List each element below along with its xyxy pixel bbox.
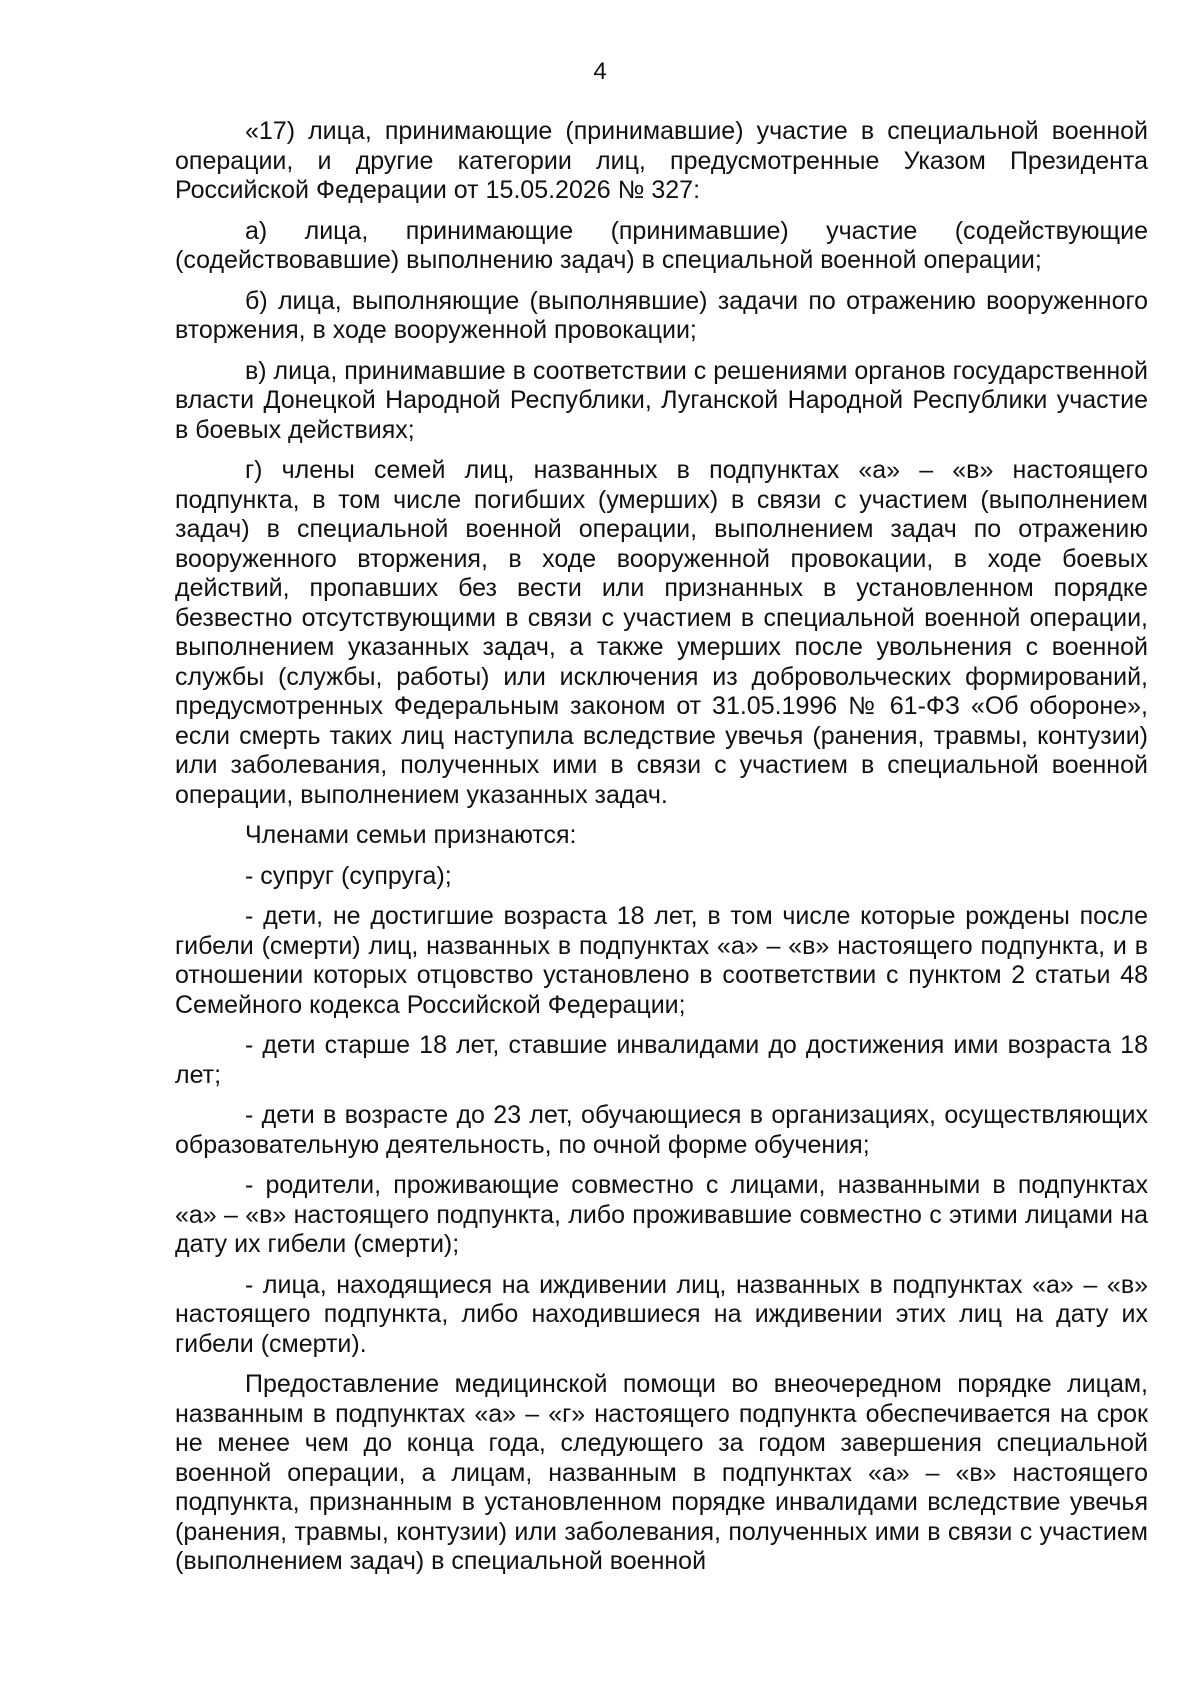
paragraph-subitem-g: г) члены семей лиц, названных в подпунктах «а» – «в» настоящего подпункта, в том числе погибших (умерших) в связи с участием (выполнением задач) в специальной военной операции, выполнением задач по отражению вооруженного вторжения, в ходе вооруженной провокации, в ходе боевых действий, пропавших без вести или признанных в установленном порядке безвестно отсутствующими в связи с участием в специальной военной операции, выполнением указанных задач, а также умерших после увольнения с военной службы (службы, работы) или исключения из добровольческих формирований, предусмотренных Федеральным законом от 31.05.1996 № 61-ФЗ «Об обороне», если смерть таких лиц наступила вследствие увечья (ранения, травмы, контузии) или заболевания, полученных ими в связи с участием в специальной военной операции, выполнением указанных задач. — [175, 456, 1148, 809]
list-item-dependents: - лица, находящиеся на иждивении лиц, названных в подпунктах «а» – «в» настоящего подпункта, либо находившиеся на иждивении этих лиц на дату их гибели (смерти). — [175, 1270, 1148, 1358]
paragraph-item-17-intro: «17) лица, принимающие (принимавшие) участие в специальной военной операции, и другие категории лиц, предусмотренные Указом Президента Российской Федерации от 15.05.2026 № 327: — [175, 117, 1148, 204]
paragraph-subitem-b: б) лица, выполняющие (выполнявшие) задачи по отражению вооруженного вторжения, в ходе вооруженной провокации; — [175, 286, 1148, 344]
paragraph-family-members-heading: Членами семьи признаются: — [245, 821, 577, 849]
paragraph-subitem-v: в) лица, принимавшие в соответствии с решениями органов государственной власти Донецкой Народной Республики, Луганской Народной Республики участие в боевых действиях; — [175, 356, 1148, 444]
document-body — [175, 117, 1148, 1588]
list-item-children-students: - дети в возрасте до 23 лет, обучающиеся в организациях, осуществляющих образовательную деятельность, по очной форме обучения; — [175, 1101, 1148, 1159]
list-item-children-under-18: - дети, не достигшие возраста 18 лет, в том числе которые рождены после гибели (смерти) лиц, названных в подпунктах «а» – «в» настоящего подпункта, и в отношении которых отцовство установлено в соответствии с пунктом 2 статьи 48 Семейного кодекса Российской Федерации; — [175, 902, 1148, 1019]
list-item-parents: - родители, проживающие совместно с лицами, названными в подпунктах «а» – «в» настоящего подпункта, либо проживавшие совместно с этими лицами на дату их гибели (смерти); — [175, 1171, 1148, 1258]
list-item-children-disabled: - дети старше 18 лет, ставшие инвалидами до достижения ими возраста 18 лет; — [175, 1031, 1148, 1089]
paragraph-subitem-a: а) лица, принимающие (принимавшие) участие (содействующие (содействовавшие) выполнению задач) в специальной военной операции; — [175, 216, 1148, 274]
page-number: 4 — [593, 58, 607, 85]
list-item-spouse: - супруг (супруга); — [245, 861, 452, 890]
paragraph-medical-care: Предоставление медицинской помощи во внеочередном порядке лицам, названным в подпунктах «а» – «г» настоящего подпункта обеспечивается на срок не менее чем до конца года, следующего за годом завершения специальной военной операции, а лицам, названным в подпунктах «а» – «в» настоящего подпункта, признанным в установленном порядке инвалидами вследствие увечья (ранения, травмы, контузии) или заболевания, полученных ими в связи с участием (выполнением задач) в специальной военной — [175, 1370, 1148, 1575]
